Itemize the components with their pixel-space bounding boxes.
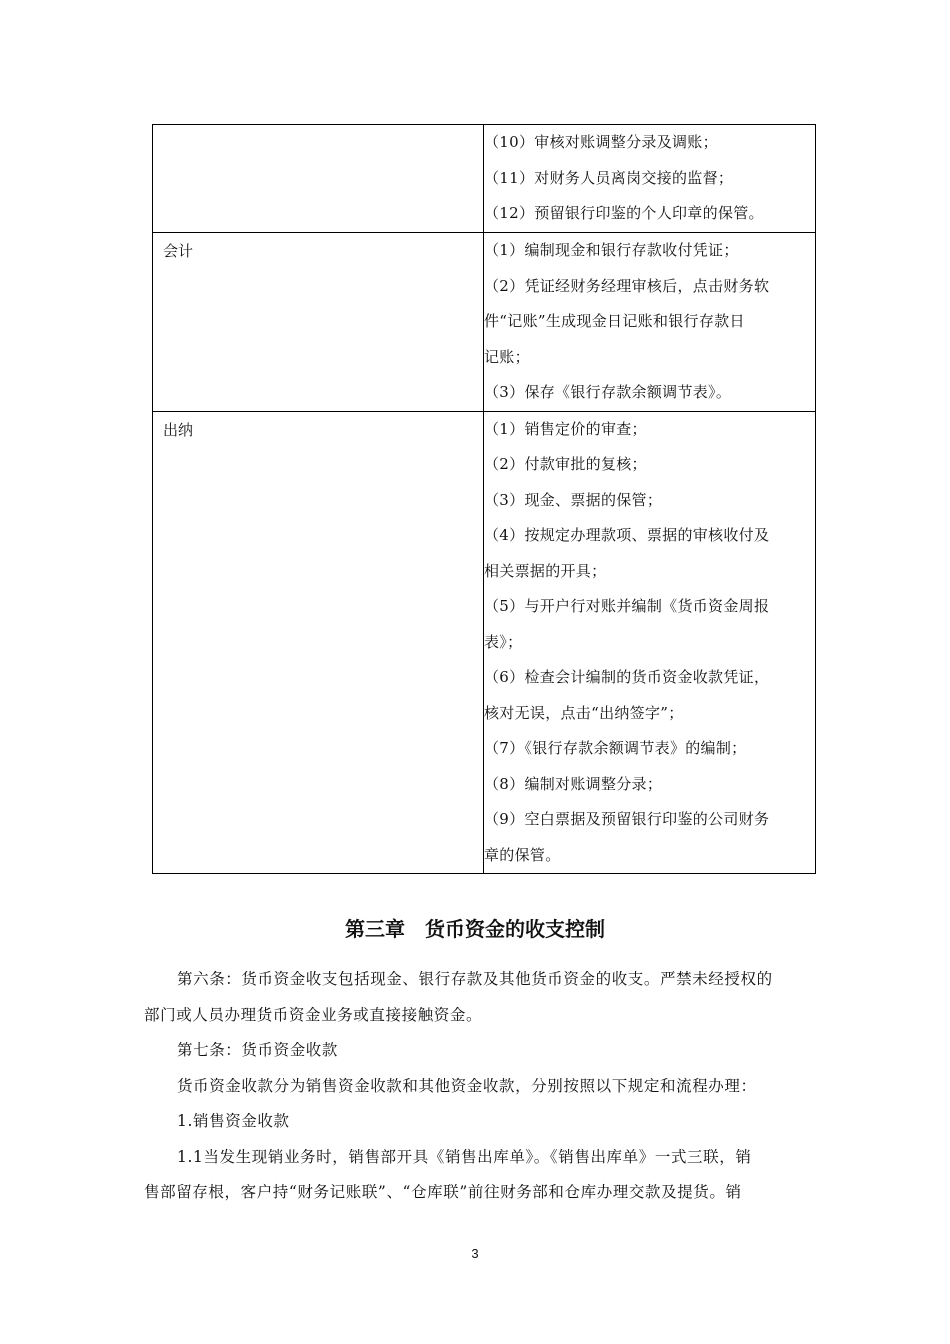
task-line: （8）编制对账调整分录； [484, 774, 663, 793]
task-line: （3）保存《银行存款余额调节表》。 [484, 383, 732, 401]
body-text [144, 962, 814, 1211]
paragraph: 1.1当发生现销业务时，销售部开具《销售出库单》。《销售出库单》一式三联，销 [177, 1147, 752, 1166]
task-line: （2）凭证经财务经理审核后，点击财务软 [484, 276, 770, 295]
paragraph: 第七条：货币资金收款 [177, 1041, 339, 1059]
role-label: 出纳 [163, 420, 194, 439]
task-line: （9）空白票据及预留银行印鉴的公司财务 [484, 810, 770, 828]
page-number: 3 [471, 1246, 479, 1261]
task-line: （6）检查会计编制的货币资金收款凭证， [484, 668, 770, 686]
task-line: 记账； [484, 347, 530, 366]
role-cell [153, 411, 484, 874]
role-cell [153, 125, 484, 233]
role-cell [153, 233, 484, 412]
task-line: （4）按规定办理款项、票据的审核收付及 [484, 526, 770, 544]
task-line: （5）与开户行对账并编制《货币资金周报 [484, 597, 770, 615]
task-line: 章的保管。 [484, 845, 561, 864]
role-label [153, 125, 483, 133]
task-line: 件“记账”生成现金日记账和银行存款日 [484, 312, 745, 330]
task-line: （3）现金、票据的保管； [484, 490, 663, 509]
paragraph: 1.销售资金收款 [177, 1112, 290, 1130]
tasks-cell [484, 233, 816, 412]
task-line: （7）《银行存款余额调节表》的编制； [484, 739, 747, 757]
task-line: （1）销售定价的审查； [484, 419, 647, 438]
paragraph: 货币资金收款分为销售资金收款和其他资金收款，分别按照以下规定和流程办理： [177, 1076, 757, 1095]
paragraph: 第六条：货币资金收支包括现金、银行存款及其他货币资金的收支。严禁未经授权的 [177, 970, 773, 988]
table-row [153, 411, 816, 874]
duty-table [152, 124, 816, 874]
paragraph: 售部留存根，客户持“财务记账联”、“仓库联”前往财务部和仓库办理交款及提货。销 [144, 1183, 742, 1201]
chapter-title: 第三章 货币资金的收支控制 [345, 917, 605, 941]
task-line: 表》； [484, 632, 523, 651]
paragraph: 部门或人员办理货币资金业务或直接接触资金。 [144, 1005, 483, 1024]
role-label: 会计 [163, 242, 194, 260]
table-row [153, 233, 816, 412]
task-line: 相关票据的开具； [484, 561, 607, 580]
tasks-cell [484, 125, 816, 233]
task-line: （1）编制现金和银行存款收付凭证； [484, 241, 739, 259]
task-line: （2）付款审批的复核； [484, 455, 647, 473]
task-line: （11）对财务人员离岗交接的监督； [484, 168, 734, 187]
task-line: 核对无误，点击“出纳签字”； [484, 703, 684, 722]
table-row [153, 125, 816, 233]
task-line: （10）审核对账调整分录及调账； [484, 133, 718, 151]
task-line: （12）预留银行印鉴的个人印章的保管。 [484, 204, 764, 222]
tasks-cell [484, 411, 816, 874]
